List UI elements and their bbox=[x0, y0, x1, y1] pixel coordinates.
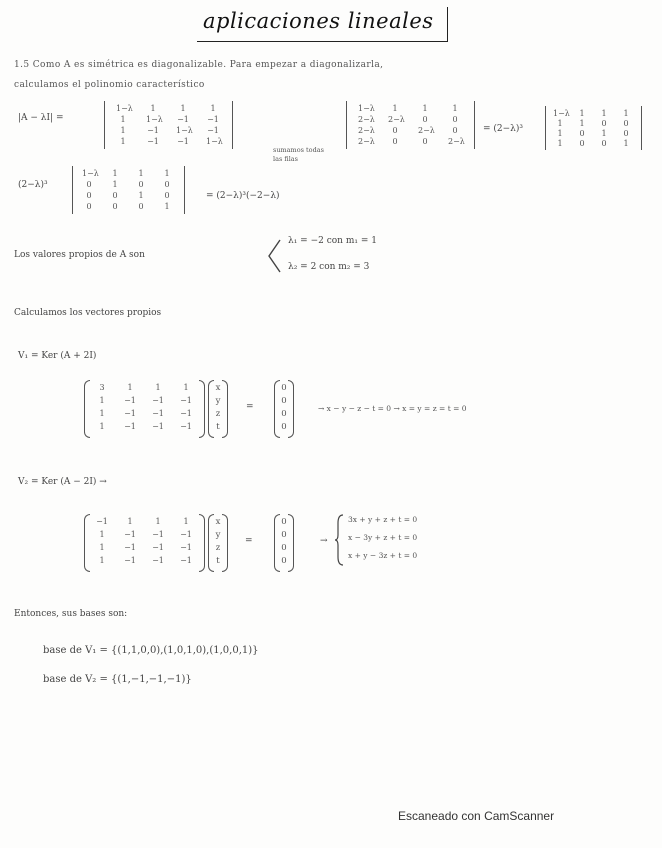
matrix-cell: −1 bbox=[180, 396, 192, 405]
matrix-cell: 0 bbox=[452, 126, 458, 135]
matrix-cell: −1 bbox=[207, 126, 219, 135]
determinant-lhs: |A − λI| = bbox=[18, 113, 64, 123]
v2-variable-entry: x bbox=[215, 517, 221, 527]
matrix-cell: 0 bbox=[452, 115, 458, 124]
matrix-cell: 1 bbox=[120, 137, 126, 146]
matrix-cell: 2−λ bbox=[448, 137, 465, 146]
matrix-cell: 1 bbox=[422, 104, 428, 113]
eigenvalues-text: Los valores propios de A son bbox=[14, 250, 145, 260]
matrix-paren-right bbox=[199, 514, 205, 572]
matrix-cell: 1 bbox=[452, 104, 458, 113]
v1-zero-entry: 0 bbox=[281, 409, 287, 419]
line2-lhs: (2−λ)³ bbox=[18, 180, 48, 190]
v2-zero-entry: 0 bbox=[281, 556, 287, 566]
v2-variable-entry: y bbox=[215, 530, 221, 540]
matrix-cell: 1 bbox=[392, 104, 398, 113]
row-operation-note: sumamos todas las filas bbox=[273, 146, 324, 163]
page-title: aplicaciones lineales bbox=[203, 9, 434, 33]
matrix-cell: 1 bbox=[138, 169, 144, 178]
basis-v2: base de V₂ = {(1,−1,−1,−1)} bbox=[43, 674, 192, 685]
matrix-cell: 0 bbox=[623, 119, 629, 128]
v2-equation-1: 3x + y + z + t = 0 bbox=[348, 515, 418, 524]
v1-variable-entry: t bbox=[216, 422, 220, 432]
matrix-cell: −1 bbox=[152, 422, 164, 431]
matrix-cell: 0 bbox=[392, 137, 398, 146]
determinant-equals-2: = (2−λ)³ bbox=[483, 124, 524, 134]
matrix-cell: 1−λ bbox=[553, 109, 570, 118]
matrix-cell: 1 bbox=[601, 109, 607, 118]
matrix-paren-left bbox=[84, 514, 90, 572]
v1-equals: = bbox=[246, 402, 254, 412]
matrix-cell: 0 bbox=[422, 137, 428, 146]
matrix-paren-right bbox=[199, 380, 205, 438]
matrix-cell: 1 bbox=[99, 530, 105, 539]
matrix-cell: 1 bbox=[180, 104, 186, 113]
conclusion-text: Entonces, sus bases son: bbox=[14, 609, 128, 619]
matrix-cell: 1 bbox=[183, 383, 189, 392]
matrix-cell: 0 bbox=[392, 126, 398, 135]
matrix-cell: −1 bbox=[124, 530, 136, 539]
matrix-cell: 1 bbox=[579, 109, 585, 118]
matrix-cell: −1 bbox=[177, 115, 189, 124]
matrix-cell: 0 bbox=[623, 129, 629, 138]
matrix-cell: 1−λ bbox=[358, 104, 375, 113]
determinant-bar-right bbox=[184, 166, 185, 214]
matrix-cell: 3 bbox=[99, 383, 105, 392]
matrix-cell: −1 bbox=[180, 409, 192, 418]
matrix-cell: 1 bbox=[183, 517, 189, 526]
matrix-cell: 0 bbox=[164, 180, 170, 189]
matrix-cell: −1 bbox=[180, 556, 192, 565]
v1-zero-entry: 0 bbox=[281, 383, 287, 393]
matrix-cell: −1 bbox=[147, 137, 159, 146]
characteristic-polynomial: = (2−λ)³(−2−λ) bbox=[206, 191, 280, 201]
basis-v1: base de V₁ = {(1,1,0,0),(1,0,1,0),(1,0,0,1)} bbox=[43, 645, 259, 656]
matrix-cell: 1−λ bbox=[116, 104, 133, 113]
v2-equation-3: x + y − 3z + t = 0 bbox=[348, 551, 418, 560]
matrix-cell: 0 bbox=[164, 191, 170, 200]
matrix-cell: 1−λ bbox=[146, 115, 163, 124]
intro-line-1: 1.5 Como A es simétrica es diagonalizable. Para empezar a diagonalizarla, bbox=[14, 60, 384, 70]
matrix-cell: −1 bbox=[124, 396, 136, 405]
v2-label: V₂ = Ker (A − 2I) → bbox=[18, 477, 107, 487]
matrix-cell: 1 bbox=[557, 119, 563, 128]
v1-variable-entry: z bbox=[215, 409, 221, 419]
v2-variable-entry: z bbox=[215, 543, 221, 553]
v2-zero-entry: 0 bbox=[281, 530, 287, 540]
matrix-cell: 1 bbox=[164, 169, 170, 178]
matrix-cell: 1 bbox=[210, 104, 216, 113]
matrix-cell: 1 bbox=[138, 191, 144, 200]
matrix-cell: 1 bbox=[155, 517, 161, 526]
matrix-cell: 2−λ bbox=[418, 126, 435, 135]
matrix-cell: 0 bbox=[138, 202, 144, 211]
matrix-cell: −1 bbox=[180, 530, 192, 539]
determinant-bar-left bbox=[72, 166, 73, 214]
matrix-cell: 0 bbox=[579, 129, 585, 138]
eigenvalue-2: λ₂ = 2 con m₂ = 3 bbox=[288, 262, 370, 272]
eigenvectors-text: Calculamos los vectores propios bbox=[14, 308, 162, 318]
matrix-cell: 1 bbox=[557, 139, 563, 148]
matrix-cell: 1 bbox=[623, 139, 629, 148]
matrix-cell: 1 bbox=[557, 129, 563, 138]
matrix-cell: −1 bbox=[180, 422, 192, 431]
matrix-cell: −1 bbox=[152, 396, 164, 405]
matrix-cell: 1 bbox=[99, 422, 105, 431]
v2-zero-entry: 0 bbox=[281, 543, 287, 553]
matrix-cell: 1−λ bbox=[206, 137, 223, 146]
matrix-cell: 1 bbox=[150, 104, 156, 113]
intro-line-2: calculamos el polinomio característico bbox=[14, 80, 205, 90]
v2-arrow: → bbox=[320, 536, 328, 546]
matrix-cell: 1 bbox=[155, 383, 161, 392]
matrix-cell: 0 bbox=[86, 180, 92, 189]
matrix-cell: 1 bbox=[112, 169, 118, 178]
matrix-cell: 0 bbox=[601, 139, 607, 148]
matrix-cell: 1 bbox=[579, 119, 585, 128]
matrix-cell: 1 bbox=[623, 109, 629, 118]
matrix-cell: 1 bbox=[112, 180, 118, 189]
matrix-cell: −1 bbox=[124, 556, 136, 565]
matrix-cell: −1 bbox=[124, 422, 136, 431]
matrix-cell: −1 bbox=[207, 115, 219, 124]
matrix-cell: 1 bbox=[99, 556, 105, 565]
v2-zero-entry: 0 bbox=[281, 517, 287, 527]
matrix-cell: 0 bbox=[86, 191, 92, 200]
matrix-cell: −1 bbox=[124, 409, 136, 418]
matrix-cell: −1 bbox=[147, 126, 159, 135]
v2-equation-2: x − 3y + z + t = 0 bbox=[348, 533, 418, 542]
determinant-bar-left bbox=[346, 101, 347, 149]
eigenvalue-1: λ₁ = −2 con m₁ = 1 bbox=[288, 236, 377, 246]
matrix-cell: 0 bbox=[601, 119, 607, 128]
matrix-cell: −1 bbox=[96, 517, 108, 526]
matrix-cell: 0 bbox=[138, 180, 144, 189]
determinant-bar-left bbox=[545, 106, 546, 150]
v1-result: → x − y − z − t = 0 → x = y = z = t = 0 bbox=[318, 404, 467, 413]
matrix-cell: 2−λ bbox=[358, 126, 375, 135]
matrix-cell: 0 bbox=[112, 191, 118, 200]
matrix-cell: 0 bbox=[579, 139, 585, 148]
matrix-cell: −1 bbox=[124, 543, 136, 552]
v1-zero-entry: 0 bbox=[281, 396, 287, 406]
determinant-bar-left bbox=[104, 101, 105, 149]
matrix-cell: −1 bbox=[152, 543, 164, 552]
matrix-paren-left bbox=[84, 380, 90, 438]
matrix-cell: 1 bbox=[601, 129, 607, 138]
matrix-cell: 0 bbox=[86, 202, 92, 211]
matrix-cell: 0 bbox=[422, 115, 428, 124]
matrix-cell: 1 bbox=[99, 543, 105, 552]
matrix-cell: 1 bbox=[120, 126, 126, 135]
v1-variable-entry: x bbox=[215, 383, 221, 393]
determinant-bar-right bbox=[232, 101, 233, 149]
matrix-cell: −1 bbox=[152, 556, 164, 565]
matrix-cell: 1 bbox=[99, 409, 105, 418]
matrix-cell: 1−λ bbox=[176, 126, 193, 135]
camscanner-watermark: Escaneado con CamScanner bbox=[398, 809, 555, 823]
matrix-cell: −1 bbox=[152, 530, 164, 539]
v1-variable-entry: y bbox=[215, 396, 221, 406]
matrix-cell: 1 bbox=[99, 396, 105, 405]
v2-system-brace bbox=[335, 513, 345, 567]
v2-variable-entry: t bbox=[216, 556, 220, 566]
matrix-cell: 0 bbox=[112, 202, 118, 211]
matrix-cell: 2−λ bbox=[388, 115, 405, 124]
eigen-brace bbox=[264, 236, 284, 276]
matrix-cell: 1 bbox=[120, 115, 126, 124]
matrix-cell: −1 bbox=[152, 409, 164, 418]
matrix-cell: −1 bbox=[177, 137, 189, 146]
matrix-cell: 1 bbox=[127, 517, 133, 526]
matrix-cell: −1 bbox=[180, 543, 192, 552]
matrix-cell: 1 bbox=[164, 202, 170, 211]
v1-zero-entry: 0 bbox=[281, 422, 287, 432]
determinant-bar-right bbox=[641, 106, 642, 150]
matrix-cell: 1 bbox=[127, 383, 133, 392]
v1-label: V₁ = Ker (A + 2I) bbox=[18, 351, 97, 361]
matrix-cell: 2−λ bbox=[358, 137, 375, 146]
matrix-cell: 2−λ bbox=[358, 115, 375, 124]
determinant-bar-right bbox=[474, 101, 475, 149]
v2-equals: = bbox=[245, 536, 253, 546]
matrix-cell: 1−λ bbox=[82, 169, 99, 178]
